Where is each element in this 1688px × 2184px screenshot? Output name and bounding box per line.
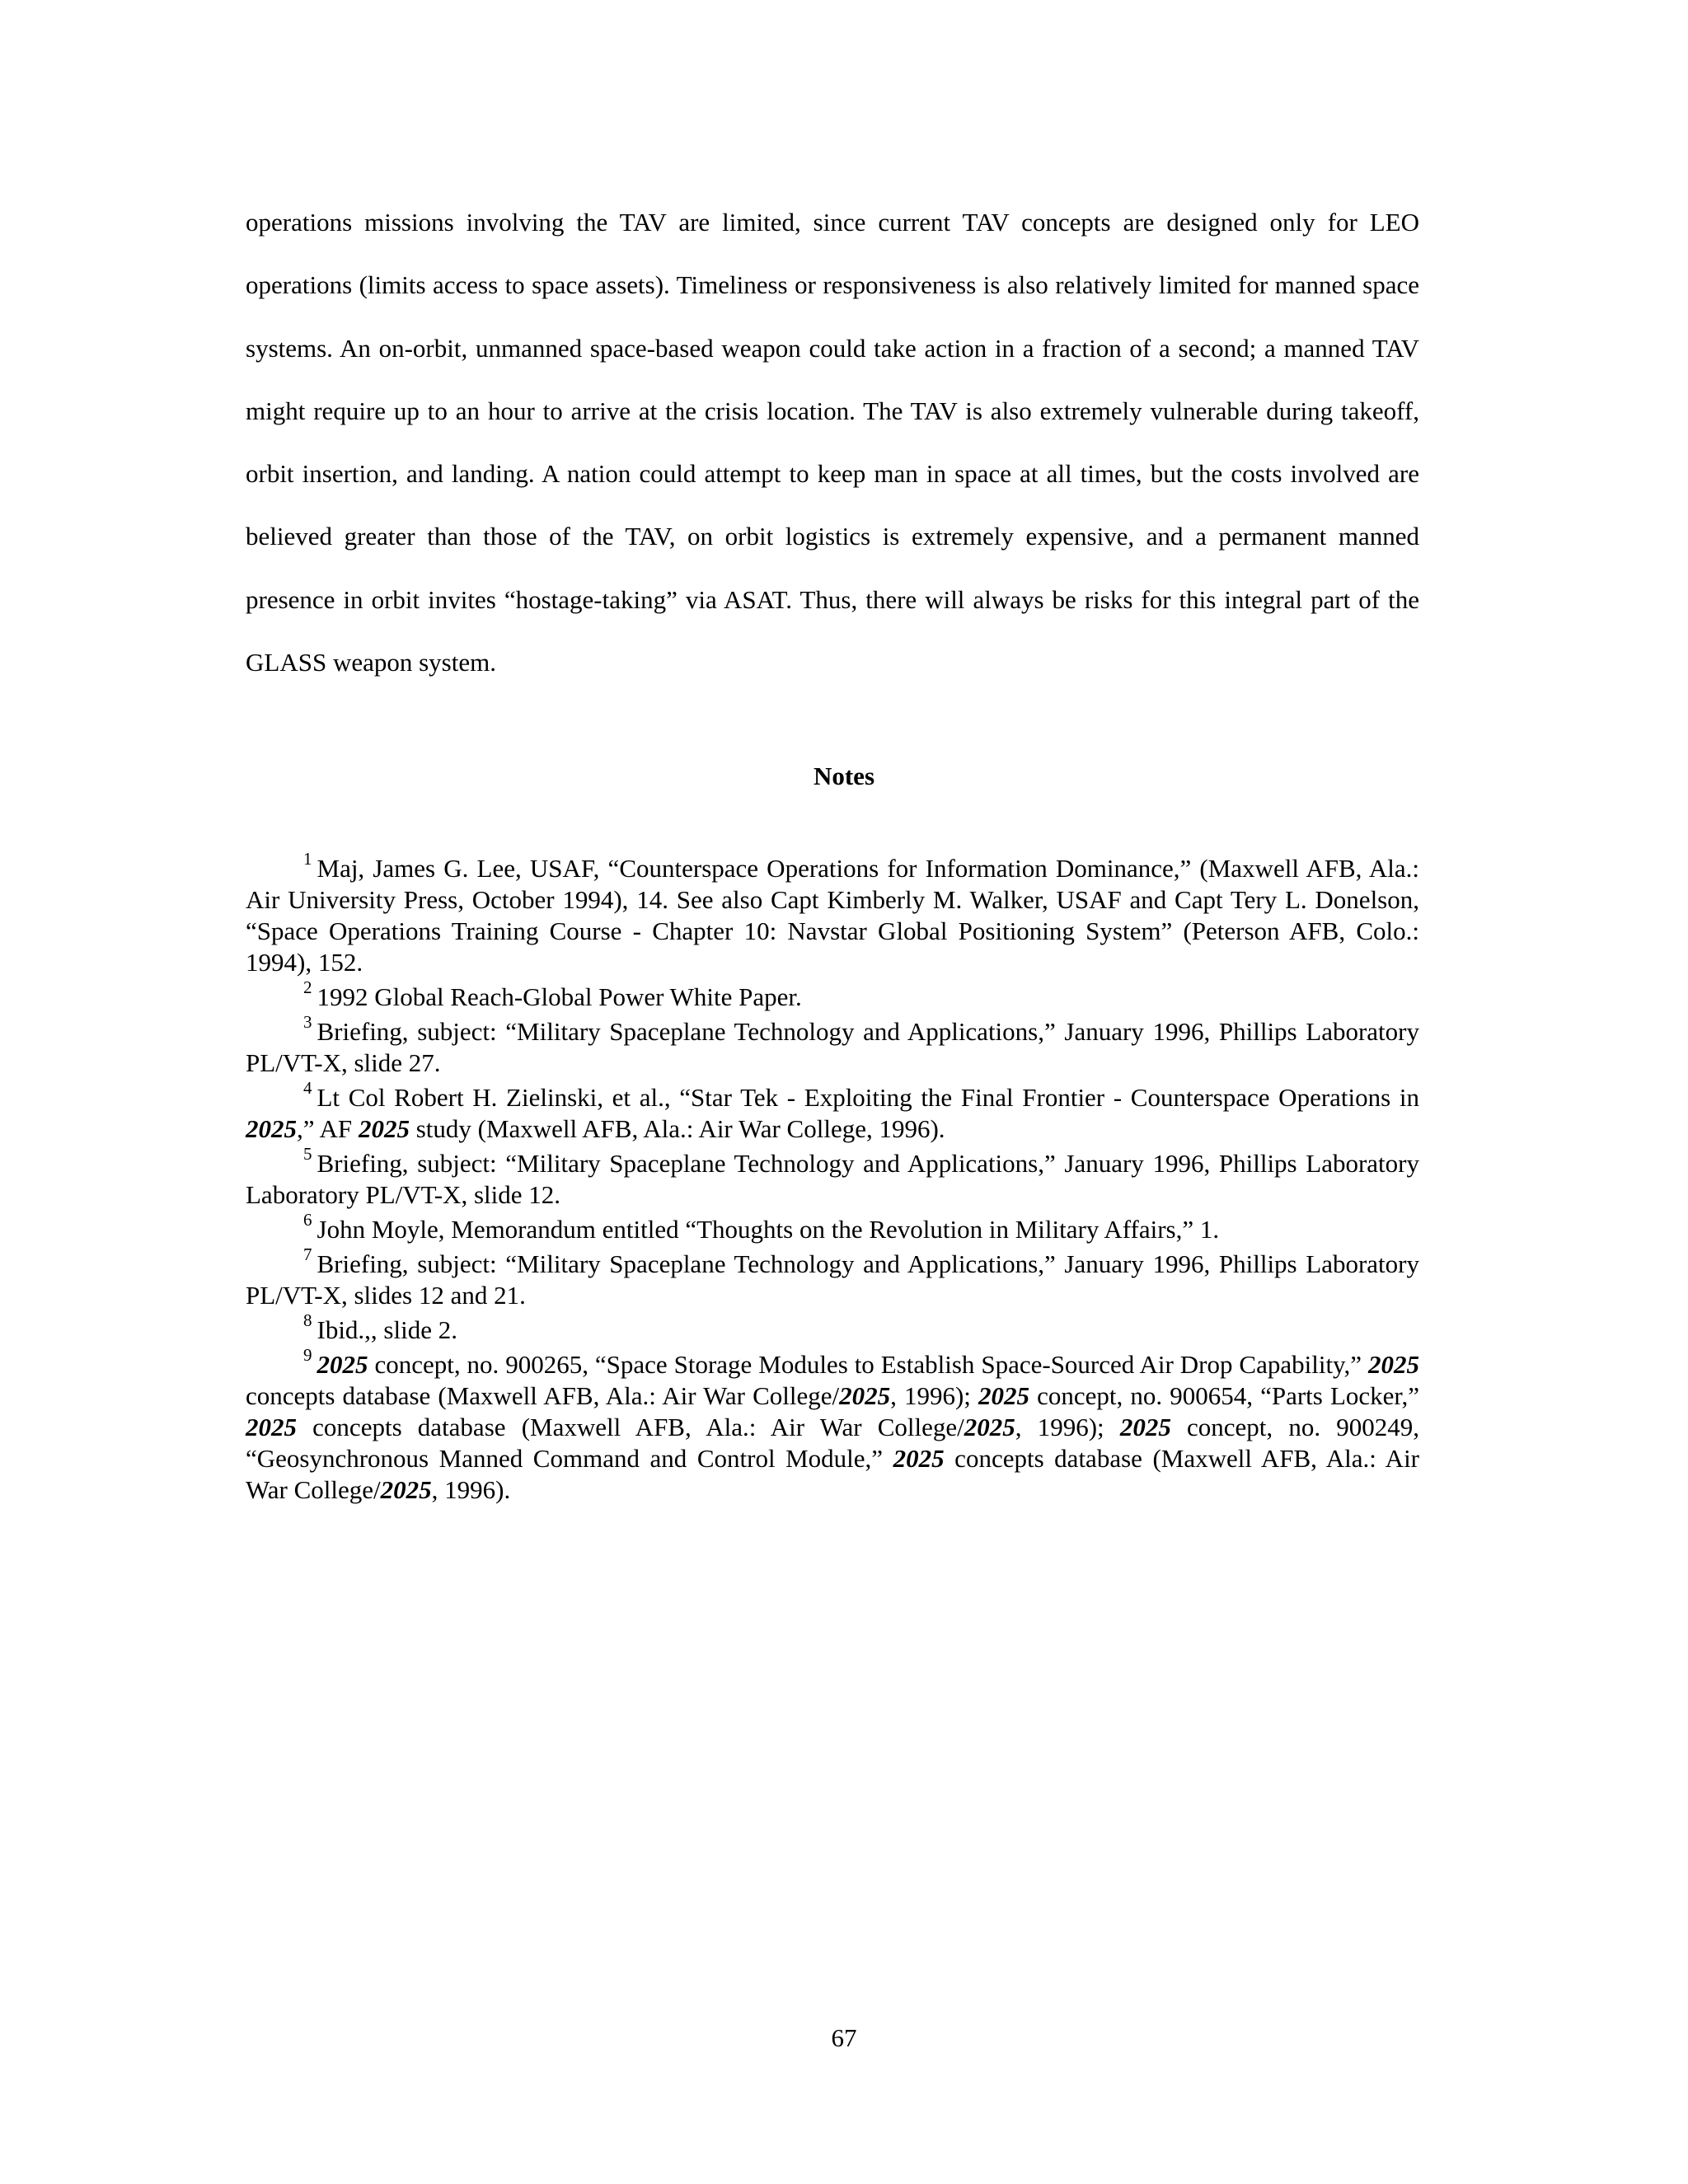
endnote-number: 8 <box>303 1310 312 1330</box>
endnote-text: Briefing, subject: “Military Spaceplane Technology and Applications,” January 1996, Phillips Laboratory PL/VT-X, slide 27. <box>246 1017 1419 1077</box>
endnote-text: , 1996); <box>890 1381 979 1410</box>
endnote-8 <box>246 1310 1419 1346</box>
endnote-text: concept, no. 900654, “Parts Locker,” <box>1029 1381 1420 1410</box>
endnote-text: Maj, James G. Lee, USAF, “Counterspace Operations for Information Dominance,” (Maxwell AFB, Ala.: Air University Press, October 1994), 14. See also Capt Kimberly M. Walker, USAF and Capt Tery L. Donelson, “Space Operations Training Course - Chapter 10: Navstar Global Positioning System” (Peterson AFB, Colo.: 1994), 152. <box>246 854 1419 977</box>
endnote-text: 1992 Global Reach-Global Power White Paper. <box>316 982 802 1011</box>
endnote-emphasis: 2025 <box>1368 1350 1419 1379</box>
endnote-9 <box>246 1344 1420 1506</box>
endnote-text: concept, no. 900249, “Geosynchronous Manned Command and Control Module,” <box>246 1413 1420 1473</box>
endnote-number: 6 <box>303 1209 312 1230</box>
endnote-emphasis: 2025 <box>839 1381 891 1410</box>
endnote-4 <box>246 1077 1419 1145</box>
endnote-5 <box>246 1143 1419 1211</box>
endnote-text: ,” AF <box>297 1114 359 1143</box>
endnote-text: Ibid.,, slide 2. <box>316 1315 457 1344</box>
notes-heading: Notes <box>813 762 875 790</box>
endnote-number: 7 <box>303 1244 312 1264</box>
endnote-text: concepts database (Maxwell AFB, Ala.: Air War College/ <box>246 1381 840 1410</box>
endnote-6 <box>246 1209 1419 1245</box>
endnote-emphasis: 2025 <box>978 1381 1030 1410</box>
endnote-number: 2 <box>303 977 312 997</box>
endnote-emphasis: 2025 <box>893 1444 945 1473</box>
endnote-emphasis: 2025 <box>246 1114 297 1143</box>
endnote-number: 5 <box>303 1143 312 1164</box>
endnote-1 <box>246 848 1419 978</box>
endnote-text: study (Maxwell AFB, Ala.: Air War College, 1996). <box>409 1114 945 1143</box>
endnotes-list <box>246 848 1420 1509</box>
endnote-number: 3 <box>303 1011 312 1032</box>
endnote-number: 4 <box>303 1077 312 1098</box>
endnote-emphasis: 2025 <box>964 1413 1015 1441</box>
endnote-text: concepts database (Maxwell AFB, Ala.: Air War College/ <box>246 1444 1420 1504</box>
endnote-emphasis: 2025 <box>380 1475 432 1504</box>
endnote-emphasis: 2025 <box>1119 1413 1171 1441</box>
endnote-number: 9 <box>303 1344 312 1365</box>
body-paragraph: operations missions involving the TAV are limited, since current TAV concepts are designed only for LEO operations (limits access to space assets). Timeliness or responsiveness is also relatively limited for manned space systems. An on-orbit, unmanned space-based weapon could take action in a fraction of a second; a manned TAV might require up to an hour to arrive at the crisis location. The TAV is also extremely vulnerable during takeoff, orbit insertion, and landing. A nation could attempt to keep man in space at all times, but the costs involved are believed greater than those of the TAV, on orbit logistics is extremely expensive, and a permanent manned presence in orbit invites “hostage-taking” via ASAT. Thus, there will always be risks for this integral part of the GLASS weapon system. <box>246 208 1419 677</box>
endnote-text: , 1996). <box>431 1475 511 1504</box>
endnote-text: John Moyle, Memorandum entitled “Thoughts on the Revolution in Military Affairs,” 1. <box>316 1215 1220 1244</box>
endnote-3 <box>246 1011 1419 1079</box>
endnote-text: , 1996); <box>1015 1413 1120 1441</box>
endnote-text: Lt Col Robert H. Zielinski, et al., “Star Tek - Exploiting the Final Frontier - Counterspace Operations in <box>316 1083 1419 1112</box>
endnote-text: Briefing, subject: “Military Spaceplane Technology and Applications,” January 1996, Phillips Laboratory Laboratory PL/VT-X, slide 12. <box>246 1149 1419 1209</box>
endnote-number: 1 <box>303 848 312 869</box>
page-number: 67 <box>831 2023 857 2052</box>
endnote-text: Briefing, subject: “Military Spaceplane Technology and Applications,” January 1996, Phillips Laboratory PL/VT-X, slides 12 and 21. <box>246 1249 1419 1310</box>
endnote-7 <box>246 1244 1419 1311</box>
endnote-emphasis: 2025 <box>246 1413 297 1441</box>
endnote-emphasis: 2025 <box>316 1350 368 1379</box>
endnote-emphasis: 2025 <box>358 1114 410 1143</box>
endnote-text: concepts database (Maxwell AFB, Ala.: Air War College/ <box>297 1413 964 1441</box>
endnote-text: concept, no. 900265, “Space Storage Modules to Establish Space-Sourced Air Drop Capability,” <box>368 1350 1368 1379</box>
endnote-2 <box>246 977 1419 1013</box>
